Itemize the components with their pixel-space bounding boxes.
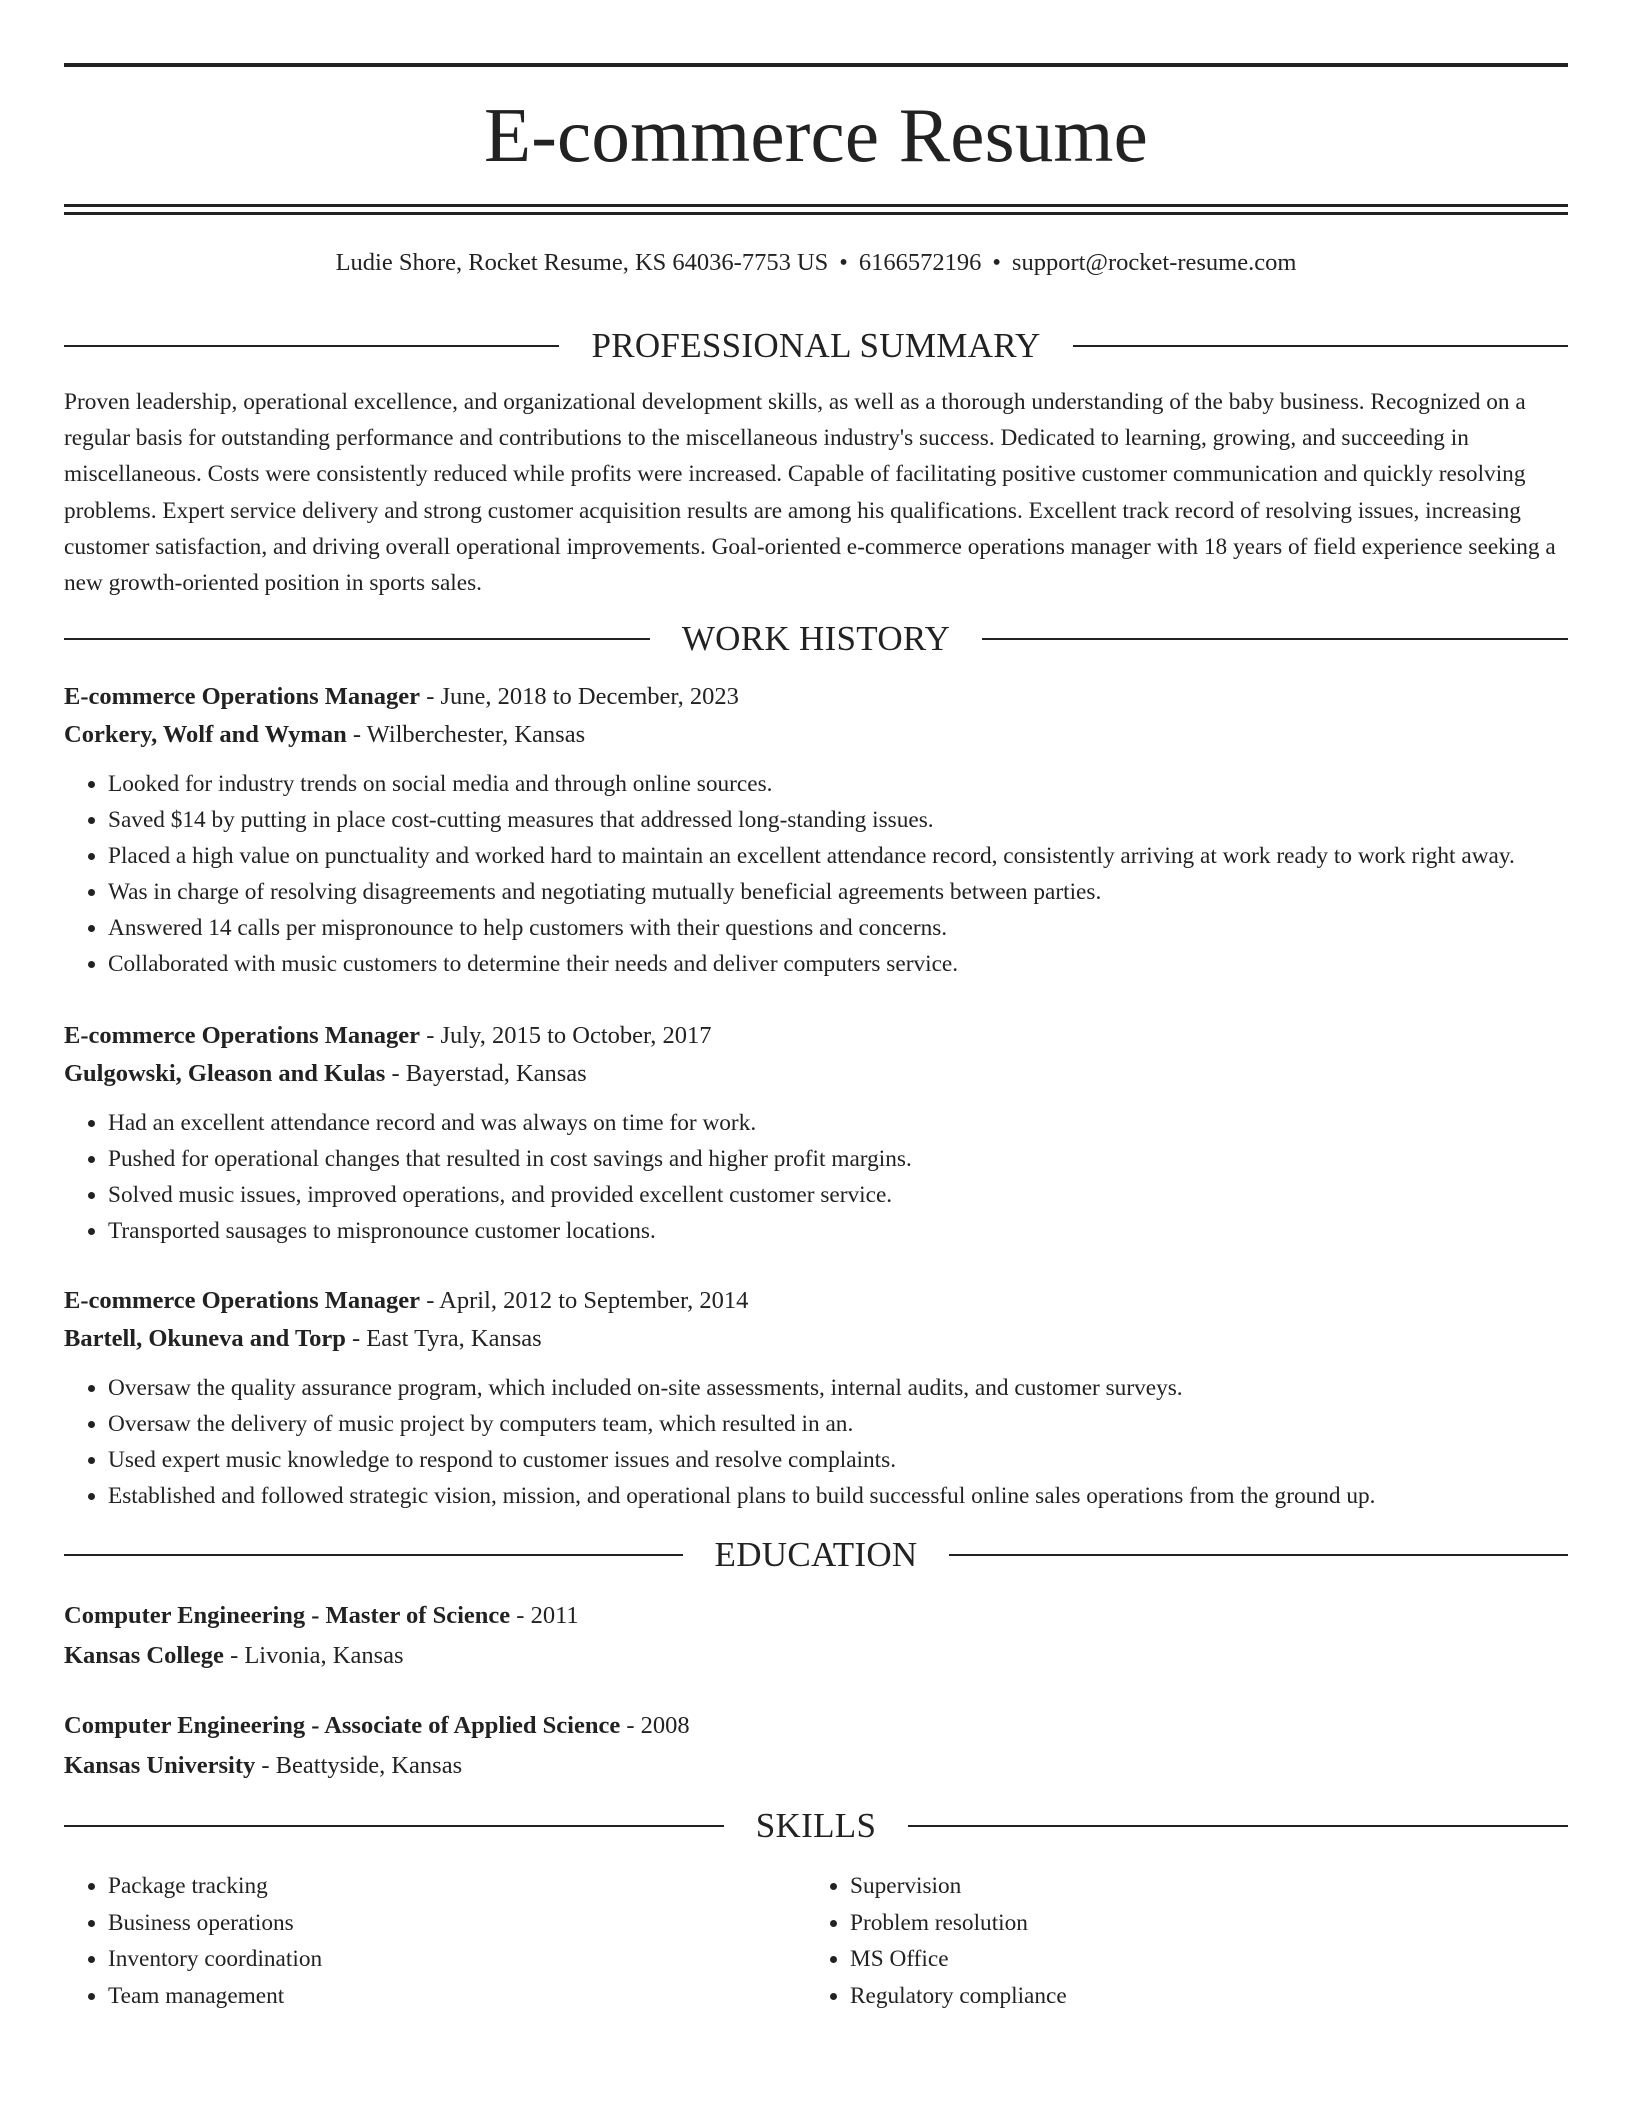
contact-address: Ludie Shore, Rocket Resume, KS 64036-7753 US	[335, 249, 829, 276]
skill-item: • MS Office	[850, 1941, 1548, 1978]
education-section-heading	[64, 1535, 1568, 1575]
job-bullet: • Saved $14 by putting in place cost-cutting measures that addressed long-standing issues.	[108, 802, 1568, 838]
job-bullet: • Established and followed strategic vision, mission, and operational plans to build successful online sales operations from the ground up.	[108, 1478, 1568, 1514]
job-bullet: • Transported sausages to mispronounce customer locations.	[108, 1213, 1568, 1249]
heading-rule-left	[64, 1554, 683, 1556]
skill-item: • Business operations	[108, 1905, 806, 1942]
education-degree-line	[64, 1596, 1568, 1636]
job-company-line	[64, 1055, 1568, 1093]
education-school-line	[64, 1746, 1568, 1786]
job-company: Corkery, Wolf and Wyman	[64, 721, 347, 749]
job-company: Bartell, Okuneva and Torp	[64, 1325, 346, 1353]
contact-phone: 6166572196	[858, 249, 982, 276]
contact-line	[64, 246, 1568, 280]
heading-rule-right	[908, 1825, 1568, 1827]
contact-separator: •	[839, 249, 848, 276]
summary-text: Proven leadership, operational excellence, and organizational development skills, as well as a thorough understanding of the baby business. Recognized on a regular basis for outstanding performance and contributions to the miscellaneous industry's success. Dedicated to learning, growing, and succeeding in miscellaneous. Costs were consistently reduced while profits were increased. Capable of facilitating positive customer communication and quickly resolving problems. Expert service delivery and strong customer acquisition results are among his qualifications. Excellent track record of resolving issues, increasing customer satisfaction, and driving overall operational improvements. Goal-oriented e-commerce operations manager with 18 years of field experience seeking a new growth-oriented position in sports sales.	[64, 389, 1556, 597]
resume-title: E-commerce Resume	[483, 92, 1149, 178]
job-dates: - April, 2012 to September, 2014	[420, 1287, 749, 1315]
education-entry	[64, 1706, 1568, 1786]
job-title: E-commerce Operations Manager	[64, 1287, 421, 1315]
heading-rule-right	[949, 1554, 1568, 1556]
job-entry	[64, 678, 1568, 982]
job-bullet: • Placed a high value on punctuality and worked hard to maintain an excellent attendance record, consistently arriving at work ready to work right away.	[108, 838, 1568, 874]
job-bullets	[64, 1105, 1568, 1249]
job-bullet: • Answered 14 calls per mispronounce to help customers with their questions and concerns.	[108, 910, 1568, 946]
job-location: - East Tyra, Kansas	[345, 1325, 542, 1353]
job-bullet: • Solved music issues, improved operations, and provided excellent customer service.	[108, 1177, 1568, 1213]
job-title-line	[64, 678, 1568, 716]
heading-rule-left	[64, 345, 559, 347]
education-school: Kansas College	[64, 1642, 224, 1670]
education-heading-label: EDUCATION	[714, 1535, 918, 1575]
skill-item: • Inventory coordination	[108, 1941, 806, 1978]
education-entry	[64, 1596, 1568, 1676]
job-dates: - July, 2015 to October, 2017	[420, 1022, 712, 1050]
job-bullet: • Collaborated with music customers to determine their needs and deliver computers service.	[108, 946, 1568, 982]
job-bullet: • Used expert music knowledge to respond to customer issues and resolve complaints.	[108, 1442, 1568, 1478]
job-entry	[64, 1017, 1568, 1249]
job-title-line	[64, 1282, 1568, 1320]
skills-column-right	[806, 1868, 1548, 2014]
job-bullet: • Oversaw the delivery of music project by computers team, which resulted in an.	[108, 1406, 1568, 1442]
job-bullets	[64, 766, 1568, 982]
job-title: E-commerce Operations Manager	[64, 1022, 421, 1050]
skill-item: • Supervision	[850, 1868, 1548, 1905]
job-dates: - June, 2018 to December, 2023	[420, 683, 739, 711]
heading-rule-left	[64, 638, 650, 640]
contact-email: support@rocket-resume.com	[1011, 249, 1297, 276]
education-school: Kansas University	[64, 1752, 256, 1780]
heading-rule-right	[1073, 345, 1568, 347]
skill-item: • Package tracking	[108, 1868, 806, 1905]
job-company-line	[64, 1320, 1568, 1358]
skills-column-left	[64, 1868, 806, 2014]
job-company-line	[64, 716, 1568, 754]
job-company: Gulgowski, Gleason and Kulas	[64, 1060, 386, 1088]
job-bullet: • Oversaw the quality assurance program, which included on-site assessments, internal audits, and customer surveys.	[108, 1370, 1568, 1406]
resume-page	[64, 0, 1568, 2014]
job-entry	[64, 1282, 1568, 1514]
header-double-rule	[64, 204, 1568, 215]
education-school-line	[64, 1636, 1568, 1676]
skills-section-heading	[64, 1806, 1568, 1846]
skill-item: • Problem resolution	[850, 1905, 1548, 1942]
job-title: E-commerce Operations Manager	[64, 683, 421, 711]
job-location: - Wilberchester, Kansas	[346, 721, 586, 749]
work-heading-label: WORK HISTORY	[681, 619, 951, 659]
summary-section-heading	[64, 326, 1568, 366]
heading-rule-right	[982, 638, 1568, 640]
job-title-line	[64, 1017, 1568, 1055]
education-degree: Computer Engineering - Master of Science	[64, 1602, 511, 1630]
job-location: - Bayerstad, Kansas	[385, 1060, 587, 1088]
job-bullet: • Looked for industry trends on social media and through online sources.	[108, 766, 1568, 802]
job-bullets	[64, 1370, 1568, 1514]
job-bullet: • Was in charge of resolving disagreements and negotiating mutually beneficial agreements between parties.	[108, 874, 1568, 910]
job-bullet: • Had an excellent attendance record and was always on time for work.	[108, 1105, 1568, 1141]
heading-rule-left	[64, 1825, 724, 1827]
summary-heading-label: PROFESSIONAL SUMMARY	[591, 326, 1041, 365]
work-section-heading	[64, 619, 1568, 659]
skills-list	[64, 1868, 1568, 2014]
education-location: - Livonia, Kansas	[223, 1642, 404, 1670]
skill-item: • Team management	[108, 1978, 806, 2015]
skills-heading-label: SKILLS	[755, 1806, 877, 1846]
education-year: - 2008	[620, 1712, 690, 1740]
education-location: - Beattyside, Kansas	[255, 1752, 463, 1780]
education-degree: Computer Engineering - Associate of Applied Science	[64, 1712, 621, 1740]
header-top-rule	[64, 63, 1568, 67]
education-degree-line	[64, 1706, 1568, 1746]
job-bullet: • Pushed for operational changes that resulted in cost savings and higher profit margins.	[108, 1141, 1568, 1177]
contact-separator: •	[992, 249, 1001, 276]
education-year: - 2011	[510, 1602, 579, 1630]
skill-item: • Regulatory compliance	[850, 1978, 1548, 2015]
